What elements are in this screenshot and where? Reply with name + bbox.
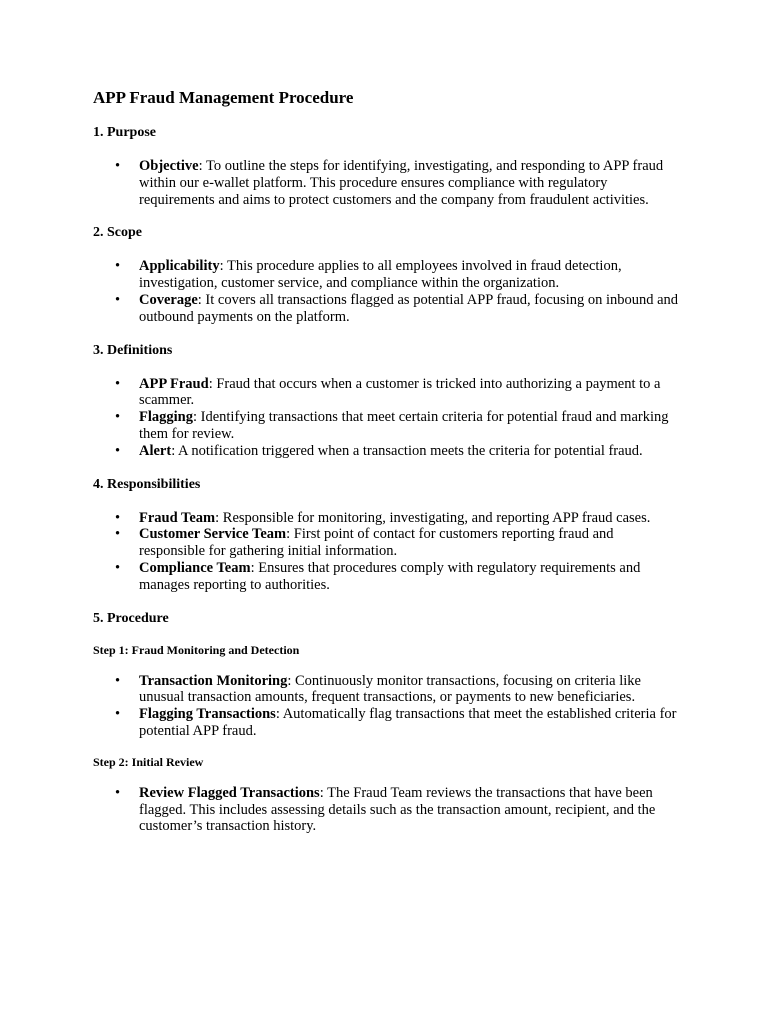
item-term: Flagging Transactions (139, 706, 276, 723)
step-heading-monitoring: Step 1: Fraud Monitoring and Detection (93, 642, 300, 657)
bullet-icon: • (115, 291, 121, 308)
item-text: : Automatically flag transactions that meet the established criteria for potential APP fraud. (139, 706, 677, 739)
step1-list (93, 673, 683, 740)
bullet-icon: • (115, 672, 121, 689)
item-term: APP Fraud (139, 375, 209, 392)
item-term: Objective (139, 158, 199, 174)
item-text: : Identifying transactions that meet certain criteria for potential fraud and marking them for review. (139, 409, 669, 442)
item-term: Flagging (139, 409, 193, 426)
bullet-icon: • (115, 784, 121, 801)
document-title: APP Fraud Management Procedure (93, 88, 354, 107)
item-text: : This procedure applies to all employees involved in fraud detection, investigation, customer service, and compliance within the organization. (139, 258, 622, 292)
item-term: Coverage (139, 291, 198, 308)
bullet-icon: • (115, 559, 121, 576)
item-term: Compliance Team (139, 559, 251, 576)
bullet-icon: • (115, 258, 121, 275)
bullet-icon: • (115, 158, 121, 174)
list-item (93, 376, 683, 410)
bullet-icon: • (115, 409, 121, 426)
section-heading-scope: 2. Scope (93, 225, 142, 241)
purpose-list (93, 158, 683, 208)
list-item (93, 706, 683, 740)
item-term: Applicability (139, 258, 220, 275)
step2-list (93, 785, 683, 835)
list-item (93, 560, 683, 594)
item-text: : It covers all transactions flagged as potential APP fraud, focusing on inbound and outbound payments on the platform. (139, 291, 679, 325)
section-heading-purpose: 1. Purpose (93, 125, 156, 140)
item-text: : Fraud that occurs when a customer is tricked into authorizing a payment to a scammer. (139, 375, 661, 409)
step-heading-initial-review: Step 2: Initial Review (93, 754, 204, 769)
responsibilities-list (93, 510, 683, 594)
list-item (93, 510, 683, 527)
list-item (93, 785, 683, 835)
list-item (93, 158, 683, 208)
item-text: : To outline the steps for identifying, investigating, and responding to APP fraud within our e-wallet platform. This procedure ensures compliance with regulatory requirements and aims to protect customers and the company from fraudulent activities. (139, 158, 664, 208)
item-term: Alert (139, 442, 172, 459)
item-text: : A notification triggered when a transaction meets the criteria for potential fraud. (171, 442, 643, 459)
list-item (93, 673, 683, 707)
section-heading-responsibilities: 4. Responsibilities (93, 476, 201, 492)
list-item (93, 409, 683, 443)
item-term: Review Flagged Transactions (139, 784, 320, 801)
list-item (93, 443, 683, 460)
bullet-icon: • (115, 375, 121, 392)
item-term: Fraud Team (139, 509, 216, 526)
section-heading-procedure: 5. Procedure (93, 610, 169, 626)
item-text: : Ensures that procedures comply with regulatory requirements and manages reporting to authorities. (139, 559, 641, 593)
item-text: : The Fraud Team reviews the transactions that have been flagged. This includes assessing details such as the transaction amount, recipient, and the customer’s transaction history. (139, 784, 656, 835)
item-term: Customer Service Team (139, 526, 287, 543)
item-text: : First point of contact for customers reporting fraud and responsible for gathering initial information. (139, 526, 614, 560)
list-item (93, 526, 683, 560)
item-term: Transaction Monitoring (139, 672, 288, 689)
section-heading-definitions: 3. Definitions (93, 342, 173, 358)
item-text: : Responsible for monitoring, investigating, and reporting APP fraud cases. (215, 509, 651, 526)
item-text: : Continuously monitor transactions, focusing on criteria like unusual transaction amounts, frequent transactions, or payments to new beneficiaries. (139, 672, 641, 706)
definitions-list (93, 376, 683, 460)
bullet-icon: • (115, 509, 121, 526)
scope-list (93, 258, 683, 325)
document-page (93, 86, 683, 835)
bullet-icon: • (115, 706, 121, 723)
list-item (93, 258, 683, 292)
bullet-icon: • (115, 442, 121, 459)
list-item (93, 292, 683, 326)
bullet-icon: • (115, 526, 121, 543)
